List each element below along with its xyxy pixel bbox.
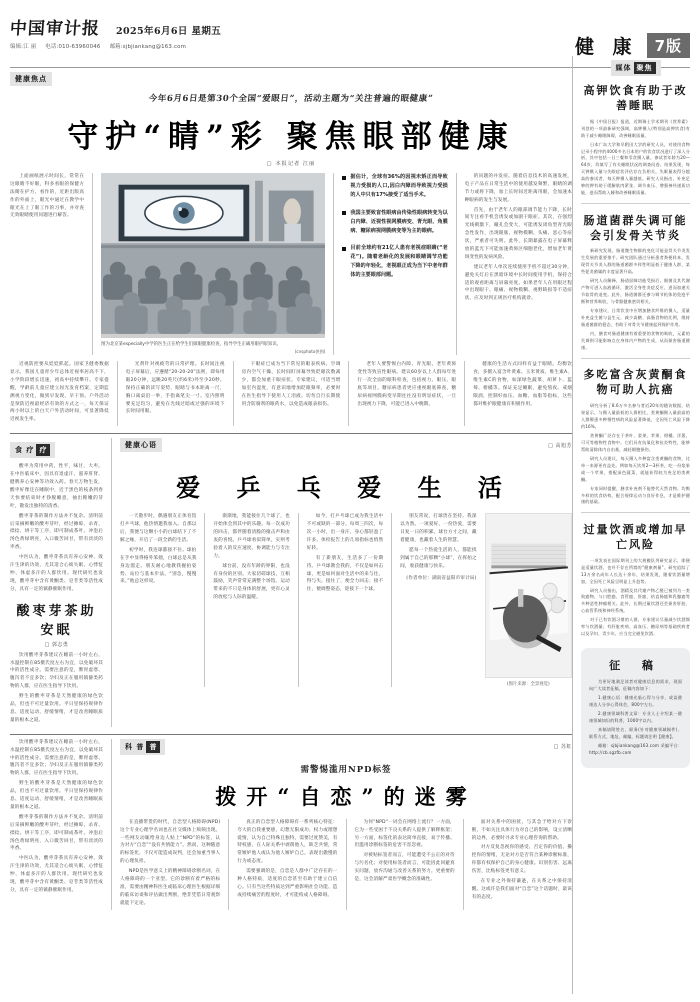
lead-continuation: [10, 361, 572, 426]
submission-callout-box: [581, 648, 690, 768]
health-voice-tag: [120, 438, 162, 452]
column-rule-2: [333, 173, 334, 355]
mid-center-column: [120, 438, 572, 726]
lead-photo: [101, 173, 325, 338]
rail-headline-3[interactable]: 过量饮酒或增加早亡风险: [583, 523, 688, 551]
rail-body-2: 研究分析了8.6万多名参与者近20年的随访数据，结果显示，与摄入量最低的人群相比，类黄酮摄入量最高的人群罹患多种慢性病的风险显著降低，全因死亡风险下降约16%。 类黄酮广泛存在于茶叶、浆果、苹果、柑橘、洋葱、可可等植物性食物中。它们具有抗氧化和抗炎特性，能够帮助清除体内自由基，减轻细胞损伤。 研究人员建议，每天摄入多种富含类黄酮的食物，比单一来源更有益处。例如每天饮用2—3杯茶，吃一份浆果或一个苹果，搭配深色蔬菜，就能获得较为充足的类黄酮。 专家同时提醒，膳食补充剂不能替代天然食物。均衡多样的饮食结构，配合规律运动与良好作息，才是维护健康的基础。: [581, 403, 690, 505]
bottom-byline: [554, 743, 572, 750]
mid-center-body: [120, 513, 572, 687]
column-rule-7: [464, 361, 465, 426]
rail-headline-2[interactable]: 多吃富含灰黄酮食物可助人抗癌: [583, 368, 688, 397]
masthead: [10, 0, 690, 59]
food-therapy-tag-icon: 疗: [36, 444, 50, 456]
bottom-byline-mark: □: [553, 744, 559, 751]
tt-author-note: (作者单位：湖南省益阳市审计局): [406, 575, 477, 581]
bottom-header: [120, 739, 572, 755]
rail-tag-label: 媒体: [615, 64, 632, 72]
science-tag-label: 科 普: [125, 742, 145, 751]
mid-center-byline: [548, 442, 572, 449]
middle-band: [10, 438, 572, 726]
lead-bullet-0: 据估计，全球有36%的因视未矫正而导致视力受损的人口,因白内障而导致视力受损的人中只有17%接受了适当手术。: [342, 173, 447, 200]
column-rule-8: [111, 438, 112, 726]
mid-left-body-bottom: 饮用酸枣芽茶建议在睡前一小时左右，水温控制在85摄氏度左右为宜，以免破坏其中的活性成分。需要注意的是，脾胃虚寒、腹泻者不宜多饮；孕妇及正在服用镇静类药物的人群，应在医生指导下饮用。 野生的酸枣芽茶是天然健康的绿色饮品，但也不可过量饮用。平日里保持规律作息、适度运动、舒缓情绪，才是改善睡眠质量的根本之道。: [10, 652, 104, 723]
column-rule-5: [233, 361, 234, 426]
mid-left-body-top: 酸枣为常用中药，性平，味甘、大枣。在中医临床中，因具有退虚汗、滋养肝肾、健脾养心安神等功效入药。春天万物生发，酸枣好像还在睡眠中，近于黑色的枝条到春天快要结束时才挣脱睡意，抽出稚嫩的芽叶，散发出独特的清香。 酸枣芽茶的制作方法并不复杂。清明前后采摘鲜嫩的酸枣芽叶，经过摊晾、杀青、揉捻、烘干等工序，即可制成茶叶。冲泡后汤色黄绿明亮，入口微苦回甘，带有淡淡的枣香。 中医认为，酸枣芽茶具有养心安神、敛汗生津的功效，尤其适合心烦失眠、心悸怔忡、体虚多汗的人群饮用。现代研究也发现，酸枣芽中含有黄酮类、皂苷类等活性成分，具有一定的镇静催眠作用。: [10, 464, 104, 592]
paddle-and-balls-illustration: [486, 514, 571, 677]
food-therapy-tag-label: 食 疗: [15, 446, 35, 455]
lead-left-note: 上面画纸展示时间长，常常在这眼睛不好眼，科多看眼的保健方法睛在护方、看作的，近距出版高作的外面上，眼光中通过在教学中眼光在上了眼工作的习事，并对查无效眼睛使用问题进行解答。: [10, 174, 85, 219]
mid-center-byline-text: 高旭芳: [555, 442, 572, 449]
callout-title: 征 稿: [609, 659, 662, 673]
column-rule-13: [228, 819, 229, 910]
bottom-center-column: [120, 739, 572, 910]
masthead-top: [10, 14, 221, 39]
mid-center-header: [120, 438, 572, 452]
masthead-left: [10, 14, 221, 50]
lead-cont-col-0: 近视防控要从娃娃抓起。国家卫健委数据显示，我国儿童青少年总体近视率居高不下，小学阶段增长迅速，初高中持续攀升。专家提醒，学龄前儿童应建立屈光发育档案，定期监测视力变化，做到早发现、早干预。户外活动是预防近视最经济有效的方式之一，每天保证两小时以上的白天户外活动时间，可显著降低近视发生率。: [10, 362, 109, 423]
mid-left-column: [10, 438, 103, 726]
tt-photo-column: [485, 513, 572, 687]
column-rule-3: [456, 173, 457, 355]
rail-divider-1: [581, 358, 690, 359]
npd-col-2: 为何“NPD”一词会在网络上流行？一方面，它为一些受困于不良关系的人提供了解释框架；另一方面，标签化的表达简单直接，易于传播。但滥用诊断标签的危害不容忽视。 对被贴标签者而言，可能遭受不公正的对待与污名化；对使用标签者而言，可能因此回避真实问题，放弃沟通与改善关系的努力。更重要的是，这会消解严肃医学概念的准确性。: [354, 819, 455, 883]
lead-tag: 健康焦点: [10, 72, 52, 86]
main-content: [10, 72, 572, 910]
food-article-title[interactable]: 酸枣芽茶助安眠: [16, 603, 97, 638]
health-voice-tag-label: 健康心语: [125, 441, 157, 450]
lead-body: [10, 173, 572, 355]
lead-right-column: [465, 173, 572, 355]
rail-headline-0[interactable]: 高钾饮食有助于改善睡眠: [583, 84, 688, 112]
lead-cont-col-2: 干眼症已成为当下常见的眼表疾病。空调房内空气干燥、长时间盯屏幕导致眨眼次数减少，都会加重干眼症状。专家建议，可适当增加室内湿度，有意识地增加眨眼频率，必要时在医生指导下使用人工泪液。切勿自行长期使用含防腐剂的眼药水，以免造成眼表损伤。: [241, 362, 341, 407]
food-article-byline: □ 郭志勇: [44, 641, 69, 648]
meta-phone: 电话:010-63960046: [45, 44, 101, 50]
food-therapy-tag: [10, 442, 55, 458]
right-rail: [572, 56, 690, 994]
mid-center-byline-mark: □: [548, 442, 554, 449]
bottom-left-body: 饮用酸枣芽茶建议在睡前一小时左右，水温控制在85摄氏度左右为宜，以免破坏其中的活性成分。需要注意的是，脾胃虚寒、腹泻者不宜多饮；孕妇及正在服用镇静类药物的人群，应在医生指导下饮用。 野生的酸枣芽茶是天然健康的绿色饮品，但也不可过量饮用。平日里保持规律作息、适度运动、舒缓情绪，才是改善睡眠质量的根本之道。 酸枣芽茶的制作方法并不复杂。清明前后采摘鲜嫩的酸枣芽叶，经过摊晾、杀青、揉捻、烘干等工序，即可制成茶叶。冲泡后汤色黄绿明亮，入口微苦回甘，带有淡淡的枣香。 中医认为，酸枣芽茶具有养心安神、敛汗生津的功效，尤其适合心烦失眠、心悸怔忡、体虚多汗的人群饮用。现代研究也发现，酸枣芽中含有黄酮类、皂苷类等活性成分，具有一定的镇静催眠作用。: [10, 739, 104, 893]
callout-body: 为更好地满足读者对健康信息的需求，现面向广大读者征稿，征稿内容如下： 1.健康心语：健康光临心得与分享，或谈健康达人分享心得体会，800字左右。 2.健康领域科普文章：专业人士介绍某一健康领域知识的科普，1000字以内。 来稿请附姓名、职务(针对健康领域稿件)、联系方式、地址、邮编，标题请注明【健康】。 邮箱：sjbjiankang@163.com 采编平台：http://cb.sgzfb.com: [589, 679, 682, 755]
issue-date: 2025年6月6日 星期五: [116, 26, 222, 37]
column-rule-10: [298, 513, 299, 687]
lead-cont-col-1: 光剂针对视疲劳的日常护理。长时间注视电子屏幕后，应遵循“20-20-20”法则，即每用眼20分钟，远眺20英尺(约6米)外至少20秒。保持正确的读写姿势，眼睛与书本距离一尺，胸口离桌沿一拳，手指离笔尖一寸。室内照明要充足均匀，避免在光线过暗或过强的环境下长时间用眼。: [125, 362, 225, 415]
npd-shoulder: 需警惕滥用NPD标签: [300, 764, 392, 775]
column-rule-14: [346, 819, 347, 910]
rail-tag-label-inverse: 聚焦: [634, 62, 656, 74]
tabletennis-title[interactable]: 爱 乒 乓 爱 生 活: [176, 473, 516, 503]
column-rule-15: [463, 819, 464, 910]
rail-divider-2: [581, 512, 690, 513]
rail-body-1: 新研究发现，肠道微生物群的变化可能是骨关节炎发生发展的重要推手。研究团队通过分析患者粪便样本，发现骨关节炎人群的肠道菌群多样性明显低于健康人群，某些促炎菌属的丰度显著升高。 研究人员解释，肠道屏障功能受损后，细菌及其代谢产物可进入血液循环，激活全身性炎症反应，进而加速关节软骨的退变。此外，肠道菌群还参与调节机体的免疫平衡和营养吸收，与骨骼健康密切相关。 专家建议，日常饮食中应增加膳食纤维的摄入，适量补充益生菌与益生元，减少高糖、高脂食物的比例，维持肠道菌群的稳态，有助于对骨关节健康起到保护作用。 内，膳食对肠道健康有着重要的食物的吸收，元素的失调则可能影响点在身体内产物的生成，从而损害肠道健康。: [581, 248, 690, 350]
table-tennis-photo: [485, 513, 572, 678]
column-rule-6: [348, 361, 349, 426]
column-rule-11: [391, 513, 392, 687]
lead-photo-column: [101, 173, 325, 355]
lead-headline-block: [10, 86, 572, 169]
science-tag-icon: 普: [146, 741, 160, 753]
column-rule-4: [117, 361, 118, 426]
section-name: 健 康: [574, 36, 638, 58]
section-divider-1: [10, 433, 572, 434]
rail-body-0: 据《中国日报》报道，近期瑞士学术期刊《营养素》刊登的一项最新研究强调，高钾摄入(特别是高钾饮食)有助于减少睡眠障碍，改善睡眠质量。 日本广岛大学和早稻田大学的研究人员，对使用食物记录小程序的4000多名日本用户的饮食状况进行了深入分析，其中包括一日三餐和零食摄入量。参试者年龄为20—64岁，均填写了有关睡眠状况的调查问卷。结果发现，每天钾摄入量与失眠症状评估存在负相关。失眠量表得分越高的参试者，每天钾摄入量越低。研究人员指出，补充足够的钾有助于缓解肌肉紧张、调节血压、增强神经递质功能，进而帮助入睡和改善睡眠质量。: [581, 118, 690, 196]
bottom-body: [120, 819, 572, 910]
byline-mark: □: [266, 161, 273, 167]
bottom-left-column: [10, 739, 103, 910]
lead-photo-caption: 图为北京某especially中学的医生正在给学生们做眼健康检查，指导学生正确用眼护眼知识。: [101, 342, 281, 347]
npd-col-1: 真正的自恋型人格障碍有一系列核心特征：夸大的自我重要感，幻想无限成功、权力或理想爱情，认为自己特殊且独特，需要过度赞美，有特权感，在人际关系中剥削他人，缺乏共情，常常嫉妒他人或认为他人嫉妒自己，表现出傲慢的行为或态度。 需要强调的是，自恋是人群中广泛存在的一种人格特质，适度的自恋甚至有助于建立自信心。只有当这些特质达到严重影响社会功能、造成持续痛苦的程度时，才可能构成人格障碍。: [237, 819, 338, 898]
lead-bullet-1: 我国主要致盲性眼病由传染性眼病转变为以白内障、近视性视网膜病变、青光眼、角膜病、糖尿病视网膜病变等为主的眼病。: [342, 209, 447, 236]
lead-right-body: 的问题的并发症。随着信息技术的高速发展，电子产品在日常生活中的使用越发频繁，眼睛的调节力或将下降，加上长时间近距离用眼，会加速本种眼病的发生与发展。 首先，由于老年人的眼部调节能力下降，长时间专注看手机会诱发或加剧干眼症。其次，在强烈光线刺激下，瞳孔会变大，可能诱发闭角型青光眼急性发作，出现眼胀、视物模糊、头痛、恶心等症状，严重者可失明。此外，长期暴露在电子屏幕释放的蓝光下可能加速黄斑区细胞老化，增加老年黄斑变性的发病风险。 建议老年人单次连续使用手机不超过30分钟，避免关灯后在黑暗环境中长时间使用手机，保持合适的观看距离与屏幕亮度。如果老年人在用眼过程中出现眼干、眼痛、视物模糊、视野缺损等不适症状，应及时到正规医疗机构就诊。: [464, 174, 572, 302]
column-rule-1: [92, 173, 93, 355]
lead-tag-wrap: [10, 72, 572, 86]
lead-cont-col-4: 健康的生活方式同样有益于眼睛。均衡饮食，多摄入富含叶黄素、玉米黄质、维生素A、维生素C的食物，如深绿色蔬菜、胡萝卜、蓝莓、柑橘等。保证充足睡眠，避免熬夜。戒烟限酒，控制好血压、血糖、血脂等指标，这些都对维护眼健康有积极作用。: [473, 362, 573, 407]
lead-bullet-2: 目前全球约有21亿人患有老视症眼睛(“老花”)。随着老龄化的发展和眼睛调节功能下降的年轻化，老视眼正成为当下中老年群体的主要眼部问题。: [342, 244, 447, 280]
lead-title[interactable]: 守护“睛”彩 聚焦眼部健康: [67, 119, 515, 155]
section-divider-2: [10, 734, 572, 735]
bottom-byline-text: 苏虹: [560, 744, 572, 751]
science-tag: [120, 739, 165, 755]
npd-col-0: 在直播带货的时代，自恋型人格障碍(NPD)这个专业心理学名词也在社交媒体上频频出现。一些网友动辄给身边人贴上“NPD”的标签，认为对方“自恋”“没有共情能力”。然而，这种随意的标签化，不仅可能造成误判，还会加重当事人的心理负担。 NPD是医学意义上的精神障碍诊断名词，在人格障碍的一个亚型。它的诊断有着严格的标准，需要由精神科医生或临床心理医生根据详细的临床访谈和评估做出判断，绝非凭借日常观察就能下定论。: [120, 819, 221, 906]
column-rule-12: [111, 739, 112, 910]
page-number-badge: 7版: [647, 33, 690, 58]
tt-col-1: 渐渐地，我能接住几个球了，也开始体会到其中的乐趣。每一次成功的回击，都伴随着清脆的撞击声和由衷的喜悦。乒乓球看似简单，实则考验着人的反应速度、协调能力与专注力。 球台前，没有年龄的界限，也没有身份的区别。大家切磋球技，互相鼓励，笑声常常充满整个场馆。运动带来的不只是身体的舒展，更有心灵的放松与人际的温暖。: [213, 514, 290, 601]
bottom-band: [10, 739, 572, 910]
lead-shoulder: 今年6月6日是第30个全国“爱眼日”，活动主题为“关注普遍的眼健康”: [148, 94, 434, 104]
lead-bullets: [342, 173, 447, 280]
classroom-eye-exam-photo: [101, 173, 325, 334]
lead-photo-credit: (cnsphoto供图): [294, 349, 326, 355]
rail-divider-0: [581, 203, 690, 204]
rail-body-3: 一项发表在国际期刊上的大规模队列研究显示，即便是适量饮酒，也并不存在所谓的“健康剂量”。研究追踪了13万余名成年人长达十余年，结果发现，随着饮酒量增加，全因死亡风险呈明显上升趋势。 研究人员指出，酒精及其代谢产物乙醛已被列为一类致癌物，与口腔癌、食管癌、肝癌、结直肠癌和乳腺癌等多种恶性肿瘤相关。此外，长期过量饮酒还会损害肝脏、心血管系统和神经系统。 对于已有饮酒习惯的人群，专家建议尽量减少饮酒频率与饮酒量；有肝脏疾病、高血压、糖尿病等基础疾病者以及孕妇、青少年，应当完全避免饮酒。: [581, 557, 690, 637]
lead-bullets-column: [342, 173, 447, 355]
lead-byline: [10, 160, 572, 167]
rail-tag-wrap: [581, 60, 690, 76]
tt-photo-caption: (图片来源：全景视觉): [506, 682, 550, 688]
rail-tag: [611, 60, 661, 76]
food-therapy-tag-wrap: [10, 442, 103, 458]
meta-email: 邮箱:sjbjiankang@163.com: [109, 44, 187, 50]
lead-cont-col-3: 老年人要警惕白内障、青光眼、老年黄斑变性等致盲性眼病。建议60岁以上人群每年进行一次全面的眼科检查，包括视力、眼压、眼底等项目。糖尿病患者更应重视眼底筛查，糖尿病视网膜病变早期往往没有明显症状，一旦出现视力下降，可能已进入中晚期。: [357, 362, 457, 407]
column-rule-9: [204, 513, 205, 687]
meta-editor: 编辑:江 丽: [10, 44, 37, 50]
rail-headline-1[interactable]: 肠道菌群失调可能会引发骨关节炎: [583, 213, 688, 242]
tt-col-2: 如今，打乒乓球已成为我生活中不可或缺的一部分。每周三四次，每次一小时，出一身汗，身心都轻盈了许多。体检报告上的几项指标也悄然好转。 有了新朋友，生活多了一份期待。乒乓球教会我的，不仅是如何击球，更是如何面对生活中的来与往、得与失。接住了，便全力回击；接不住，便调整姿态，迎接下一个球。: [306, 514, 384, 593]
tt-col-3: 朋友常说，打球贵在坚持。我深以为然。一项爱好、一份热爱，需要日复一日的积累。球台方寸之间，藏着健康，也藏着人生的智慧。 愿每一个热爱生活的人，都能找到属于自己的那颗“小球”，在挥拍之间，收获健康与快乐。 (作者单位：湖南省益阳市审计局): [400, 514, 477, 581]
paper-name: 中国审计报: [9, 19, 101, 39]
lead-byline-text: 本报记者 江丽: [275, 161, 316, 167]
npd-col-3: 面对关系中的困扰，与其急于给对方下诊断，不如关注具体行为对自己的影响，设立清晰的边界，必要时寻求专业心理咨询的帮助。 对方反复忽视你的感受、否定你的价值、操控你的情绪，无论对方是否符合某种诊断标准，你都有权保护自己的身心健康。识别伤害、远离伤害，比贴标签更有意义。 在专业之外保持谦逊，在关系之中保持清醒。这或许是我们面对“自恋”这个话题时，最该有的态度。: [471, 819, 573, 900]
npd-title[interactable]: 拨开“自恋”的迷雾: [215, 783, 477, 809]
masthead-meta: [10, 42, 221, 50]
tt-col-0: 一天散步时，偶遇朋友正体育馆打乒乓球，他热情邀我加入。自那以后，我便与这颗小小的白球结下了不解之缘，开启了一段全新的生活。 初学时，我连球都接不住。球拍在手中显得格外笨拙，白球总是从我身边溜走。朋友耐心地教我握拍姿势、站位与基本步法。“别急，慢慢来。”他总这样说。: [120, 514, 197, 585]
lead-left-column: [10, 173, 84, 355]
masthead-right: [575, 14, 690, 59]
